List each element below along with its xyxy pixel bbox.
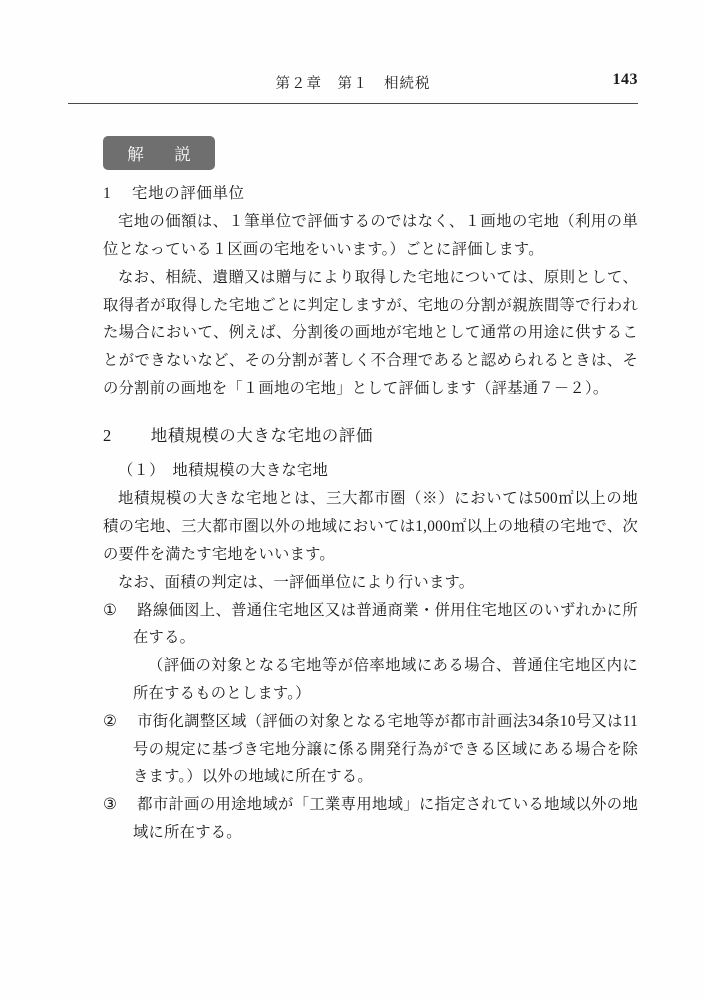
list-item xyxy=(103,791,638,847)
section-gap xyxy=(103,403,638,423)
page-number: 143 xyxy=(612,71,638,88)
section-1-paragraph-2: なお、相続、遺贈又は贈与により取得した宅地については、原則として、取得者が取得した宅地ごとに判定しますが、宅地の分割が親族間等で行われた場合において、例えば、分割後の画地が宅地として通常の用途に供することができないなど、その分割が著しく不合理であると認められるときは、その分割前の画地を「１画地の宅地」として評価します（評基通７－２）。 xyxy=(103,268,638,397)
running-header xyxy=(68,72,638,102)
document-body xyxy=(103,182,638,847)
list-text-3: 都市計画の用途地域が「工業専用地域」に指定されている地域以外の地域に所在する。 xyxy=(133,796,638,842)
list-marker-2: ② xyxy=(103,712,118,730)
list-text-1: 路線価図上、普通住宅地区又は普通商業・併用住宅地区のいずれかに所在する。 xyxy=(133,601,638,647)
list-item xyxy=(103,708,638,791)
list-text-2: 市街化調整区域（評価の対象となる宅地等が都市計画法34条10号又は11号の規定に基づき宅地分譲に係る開発行為ができる区域にある場合を除きます。）以外の地域に所在する。 xyxy=(133,712,639,786)
section-2-sub-heading: （１） 地積規模の大きな宅地 xyxy=(118,462,329,480)
sub-heading-gap xyxy=(103,450,638,457)
list-item xyxy=(103,597,638,653)
header-chapter-title: 第２章 第１ 相続税 xyxy=(275,76,431,92)
section-2-paragraph-1: 地積規模の大きな宅地とは、三大都市圏（※）においては500㎡以上の地積の宅地、三大都市圏以外の地域においては1,000㎡以上の地積の宅地で、次の要件を満たす宅地をいいます。 xyxy=(103,490,638,563)
list-marker-3: ③ xyxy=(103,796,118,814)
heading-1-number: 1 xyxy=(103,185,112,202)
heading-2-number: 2 xyxy=(103,425,112,445)
heading-2-text: 地積規模の大きな宅地の評価 xyxy=(150,425,374,445)
heading-section-1 xyxy=(103,182,638,206)
section-tag-kaisetsu: 解 説 xyxy=(103,136,215,170)
heading-1-text: 宅地の評価単位 xyxy=(131,185,245,202)
list-item-note-1: （評価の対象となる宅地等が倍率地域にある場合、普通住宅地区内に所在するものとします。） xyxy=(133,657,638,702)
heading-section-2 xyxy=(103,423,638,449)
section-2-paragraph-2: なお、面積の判定は、一評価単位により行います。 xyxy=(118,573,475,591)
list-marker-1: ① xyxy=(103,601,118,619)
section-1-paragraph-1: 宅地の価額は、１筆単位で評価するのではなく、１画地の宅地（利用の単位となっている１区画の宅地をいいます。）ごとに評価します。 xyxy=(103,213,638,258)
header-divider xyxy=(68,103,638,104)
